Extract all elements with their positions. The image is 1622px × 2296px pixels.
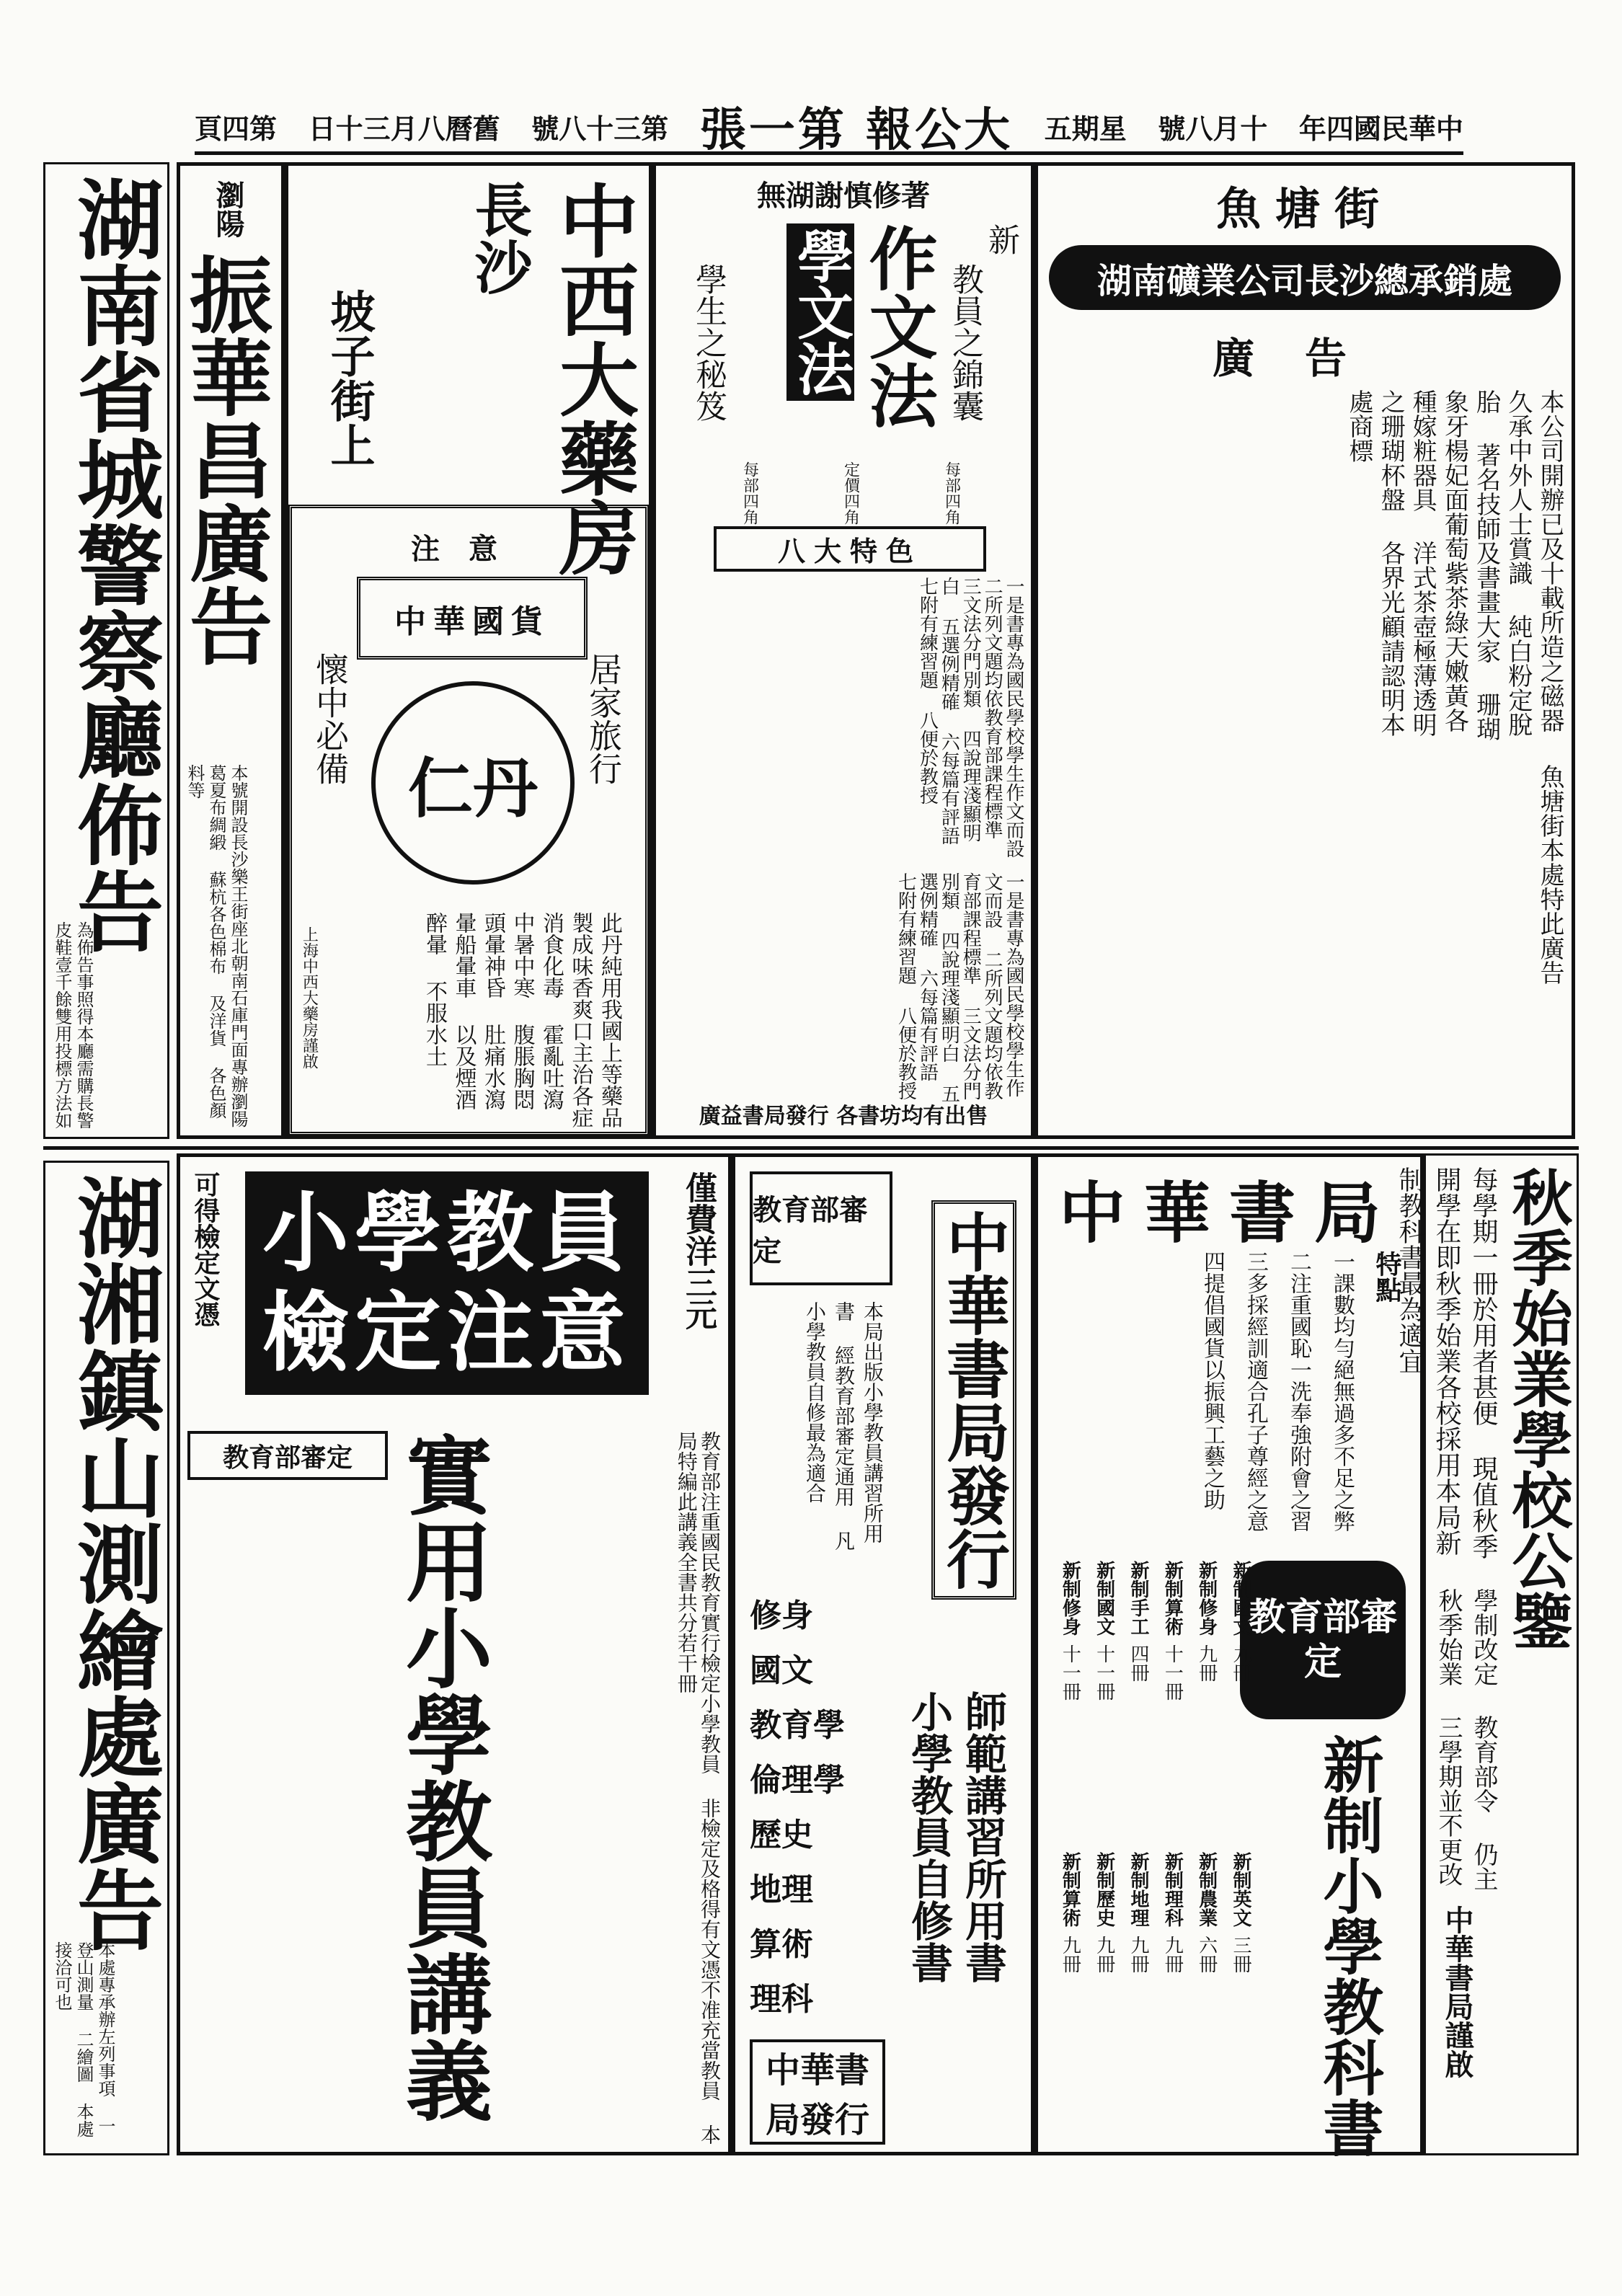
normal-series-2: 小學教員自修書 [904,1690,953,1983]
pharmacy-address: 坡子街上 [323,288,376,467]
composition-editor: 無湖謝慎修著 [757,179,930,213]
textbook-item-price: 十一冊 [1161,1644,1184,1701]
exam-side-label: 可得檢定文憑 [190,1171,221,1327]
textbook-item-price: 九冊 [1195,1644,1218,1682]
textbook-item-price: 十一冊 [1093,1644,1115,1701]
textbook-item-price: 九冊 [1093,1936,1115,1973]
textbook-item [1117,1852,1148,2140]
pharmacy-ad [285,162,652,1139]
subject-item: 地理 [750,1871,813,1908]
issue-number: 號八十三第 [531,112,669,145]
textbook-item [1049,1561,1080,1849]
textbook-item-name: 新制理科 [1161,1852,1184,1927]
subject-item: 歷史 [750,1817,813,1853]
mining-company: 湖南礦業公司長沙總承銷處 [1049,245,1561,310]
mining-body: 本公司開辦已及十載所造之磁器久承中外人士賞識 純白粉定脫胎 著名技師及書畫大家 珊瑚象牙楊妃面葡萄紫茶綠天嫩黃各種嫁粧器具 洋式茶壺極薄透明之珊瑚杯盤 各界光顧請認明本處商標 [1344,389,1564,741]
textbook-item-price: 九冊 [1127,1936,1149,1973]
survey-ad [43,1161,169,2155]
textbook-item-price: 九冊 [1229,1644,1251,1682]
price-label: 每部四角 [942,461,961,525]
republic-year: 年四國民華中 [1298,112,1463,145]
old-calendar-date: 日十三月八曆舊 [308,112,500,145]
normal-publisher: 中華書局發行 [750,2039,885,2145]
normal-body: 本局出版小學教員講習所用書 經教育部審定通用 凡小學教員自修最為適合 [803,1301,885,1551]
composition-title-inverted: 學文法 [786,223,854,401]
pocket-label: 懷中必備 [311,652,350,785]
subject-item: 倫理學 [750,1762,845,1799]
normal-title: 中華書局發行 [931,1200,1016,1600]
pharmacy-footer: 上海中西大藥房謹啟 [300,926,319,1069]
textbook-big-title: 新制小學教科書 [1313,1734,1385,2158]
masthead [195,101,1463,155]
textbook-item-name: 新制農業 [1195,1852,1218,1927]
autumn-ad [1395,1153,1579,2155]
police-notice-title: 湖南省城警察廳佈告 [63,175,164,954]
composition-new-label: 新 [983,223,1019,255]
feature-line: 三多採經訓適合孔子尊經之意 [1243,1251,1268,1532]
textbook-item-price: 十一冊 [1059,1644,1081,1701]
textbook-item-name: 新制歷史 [1093,1852,1115,1927]
mining-ad [1034,162,1575,1139]
subject-item: 教育學 [750,1707,845,1744]
home-travel-label: 居家旅行 [584,652,623,785]
textbook-ministry: 教育部審定 [1240,1561,1406,1719]
police-notice-body: 為佈告事照得本廳需購長警皮鞋壹千餘雙用投標方法如 [52,921,94,1129]
notice-label: 注意 [411,532,526,566]
textbook-item [1083,1852,1114,2140]
mining-title: 廣告 [1212,334,1397,383]
textbook-item-price: 三冊 [1229,1936,1251,1973]
composition-desc2: 學生之秘笈 [690,263,727,422]
feature-line: 一課數均勻絕無過多不足之弊 [1329,1251,1355,1532]
exam-ministry: 教育部審定 [187,1431,388,1480]
section-divider [43,1146,1579,1150]
composition-sales-note: 廣益書局發行 各書坊均有出售 [699,1104,988,1129]
autumn-note: 學制改定 教育部令 仍主秋季始業 三學期並不更改 [1434,1588,1498,1891]
practical-subtitle: 實用小學教員講義 [391,1431,493,2123]
textbook-item-name: 新制英文 [1229,1852,1251,1927]
zhenghua-place: 瀏陽 [211,180,245,238]
subject-item: 國文 [750,1652,813,1689]
price-label: 每部四角 [740,461,759,525]
exam-price: 僅費洋三元 [680,1171,717,1330]
textbook-item-name: 新制算術 [1059,1852,1081,1927]
feature-line: 二注重國恥一洗奉強附會之習 [1286,1251,1311,1532]
textbook-items [1049,1561,1251,2140]
teacher-exam-title: 小學教員檢定注意 [245,1171,649,1395]
survey-ad-body: 本處專承辦左列事項 一登山測量 二繪圖 本處接洽可也 [52,1941,115,2137]
textbook-item [1220,1561,1251,1849]
goods-label: 中華國貨 [357,577,588,660]
composition-desc1: 教員之錦囊 [947,263,983,422]
textbook-item [1185,1561,1216,1849]
subject-item: 修身 [750,1597,813,1634]
police-notice [43,162,169,1139]
features-title: 八大特色 [714,526,986,572]
textbook-item-name: 新制修身 [1195,1561,1218,1636]
textbook-item-name: 新制國文 [1093,1561,1115,1636]
textbook-ad [1034,1153,1424,2158]
normal-series: 師範講習所用書 [958,1690,1007,1983]
new-calendar-date: 號八月十 [1158,112,1268,145]
normal-ministry: 教育部審定 [750,1171,892,1285]
textbook-item [1151,1561,1182,1849]
textbook-item-name: 新制國文 [1229,1561,1251,1636]
pharmacy-inner-frame [288,505,649,1135]
zhenghua-body: 本號開設長沙樂王街座北朝南石庫門面專辦瀏陽葛夏布綢緞 蘇杭各色棉布 及洋貨 各色顏料等 [185,764,248,1127]
features-body-2: 一是書專為國民學校學生作文而設 二所列文題均依教育部課程標準 三文法分門別類 四說理淺顯明白 五選例精確 六每篇有評語 七附有練習題 八便於教授 [895,872,1024,1103]
textbook-item-name: 新制手工 [1127,1561,1149,1636]
textbook-item [1151,1852,1182,2140]
normal-school-ad [732,1153,1034,2155]
textbook-item-name: 新制修身 [1059,1561,1081,1636]
page-number: 頁四第 [195,112,278,145]
textbook-item-price: 四冊 [1127,1644,1149,1682]
feature-line: 特點 [1372,1251,1402,1303]
textbook-item-price: 九冊 [1161,1936,1184,1973]
textbook-item-price: 九冊 [1059,1936,1081,1973]
textbook-item-price: 六冊 [1195,1936,1218,1973]
pharmacy-emblem: 仁丹 [371,681,575,885]
price-row [699,461,1002,525]
subject-item: 算術 [750,1926,813,1963]
textbook-item-name: 新制算術 [1161,1561,1184,1636]
textbook-title: 中華書局 [1058,1174,1399,1252]
normal-subjects [750,1590,879,2019]
exam-body: 教育部注重國民教育實行檢定小學教員 非檢定及格得有文憑不准充當教員 本局特編此講義全書共分若干冊 [674,1431,722,2145]
mining-body-2: 魚塘街本處特此廣告 [1535,764,1564,985]
newspaper-title: 張一第 報公大 [699,103,1014,157]
textbook-item [1049,1852,1080,2140]
textbook-item [1185,1852,1216,2140]
pharmacy-city: 長沙 [465,180,533,296]
teacher-exam-ad [177,1153,732,2155]
textbook-item [1220,1852,1251,2140]
autumn-sign: 中華書局謹啟 [1440,1905,1474,2078]
composition-ad [652,162,1034,1139]
textbook-item-name: 新制地理 [1127,1852,1149,1927]
mining-street: 魚塘街 [1215,182,1393,235]
subject-item: 理科 [750,1981,813,2018]
textbook-features [1196,1251,1406,1532]
zhenghua-ad [177,162,285,1139]
pharmacy-title: 中西大藥房 [546,180,639,577]
survey-ad-title: 湖湘鎮山測繪處廣告 [63,1174,164,1952]
zhenghua-title: 振華昌廣告 [175,252,272,667]
autumn-title: 秋季始業學校公鑒 [1502,1166,1574,1651]
weekday: 五期星 [1044,112,1127,145]
pharmacy-body: 此丹純用我國上等藥品製成味香爽口主治各症消食化毒 霍亂吐瀉 中暑中寒 腹脹胸悶 頭暈神昏 肚痛水瀉 暈船暈車 以及煙酒醉暈 不服水土 [422,912,622,1128]
features-body: 一是書專為國民學校學生作文而設 二所列文題均依教育部課程標準 三文法分門別類 四說理淺顯明白 五選例精確 六每篇有評語 七附有練習題 八便於教授 [916,577,1024,858]
autumn-body: 每學期一冊於用者甚便 現值秋季開學在即秋季始業各校採用本局新制教科書最為適宜 [1395,1166,1498,1559]
composition-title: 作文法 [858,223,938,429]
price-label: 定價四角 [841,461,860,525]
feature-line: 四提倡國貨以振興工藝之助 [1200,1251,1225,1510]
textbook-item [1117,1561,1148,1849]
textbook-item [1083,1561,1114,1849]
